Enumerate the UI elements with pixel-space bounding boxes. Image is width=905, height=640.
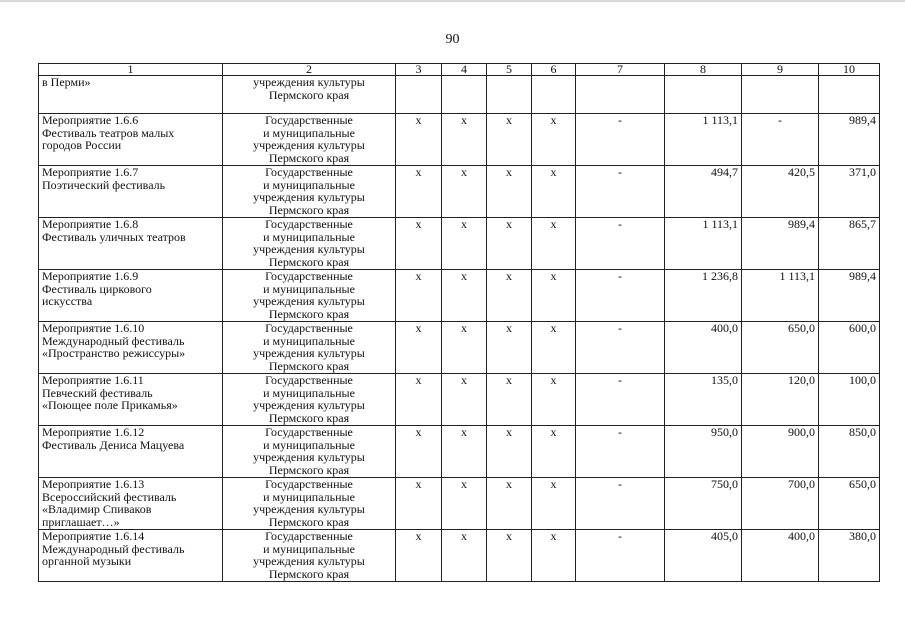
activity-line: Международный фестиваль <box>42 541 185 556</box>
activity-line: Мероприятие 1.6.9 <box>42 269 139 283</box>
mark-cell: x <box>396 166 442 218</box>
mark-cell: x <box>532 166 576 218</box>
executor-line: Государственные <box>265 269 353 283</box>
activity-line: Фестиваль уличных театров <box>42 229 186 244</box>
column-header: 9 <box>742 64 819 76</box>
activity-line: Мероприятие 1.6.13 <box>42 477 145 491</box>
mark-cell: x <box>442 114 487 166</box>
dash-cell: - <box>576 322 665 374</box>
mark-cell: x <box>396 530 442 582</box>
activity-line: Фестиваль театров малых <box>42 125 175 140</box>
empty-cell <box>665 76 742 114</box>
activity-line: Поэтический фестиваль <box>42 177 166 192</box>
activity-line: Мероприятие 1.6.10 <box>42 321 145 335</box>
executor-line: Пермского края <box>268 202 350 217</box>
mark-cell: x <box>442 426 487 478</box>
executor-line: Пермского края <box>268 87 350 102</box>
mark-cell: x <box>487 374 532 426</box>
executor-line: и муниципальные <box>263 489 355 504</box>
mark-cell: x <box>532 374 576 426</box>
activity-line: Певческий фестиваль <box>42 385 153 400</box>
dash-cell: - <box>576 114 665 166</box>
amount-cell: 750,0 <box>665 478 742 530</box>
executor-line: и муниципальные <box>263 437 355 452</box>
mark-cell: x <box>487 322 532 374</box>
executor-line: Государственные <box>265 165 353 179</box>
executor-line: и муниципальные <box>263 385 355 400</box>
table-row <box>39 166 880 218</box>
dash-cell: - <box>576 218 665 270</box>
executor-line: учреждения культуры <box>253 190 365 204</box>
activity-cell <box>39 114 223 166</box>
mark-cell: x <box>396 374 442 426</box>
table-row <box>39 374 880 426</box>
activity-cell <box>39 166 223 218</box>
activity-line: городов России <box>42 138 122 152</box>
page-number: 90 <box>445 32 460 47</box>
activity-line: Международный фестиваль <box>42 333 185 348</box>
amount-cell: 420,5 <box>742 166 819 218</box>
table-row <box>39 322 880 374</box>
activity-cell <box>39 270 223 322</box>
executor-cell <box>223 478 396 530</box>
column-header: 3 <box>396 64 442 76</box>
mark-cell: x <box>487 426 532 478</box>
activity-cell <box>39 322 223 374</box>
executor-line: Государственные <box>265 321 353 335</box>
mark-cell: x <box>442 374 487 426</box>
mark-cell: x <box>487 478 532 530</box>
mark-cell: x <box>442 218 487 270</box>
amount-cell: 700,0 <box>742 478 819 530</box>
amount-cell: 865,7 <box>819 218 880 270</box>
executor-cell <box>223 530 396 582</box>
mark-cell: x <box>487 166 532 218</box>
executor-line: Пермского края <box>268 306 350 321</box>
amount-cell: 900,0 <box>742 426 819 478</box>
empty-cell <box>819 76 880 114</box>
activity-line: Мероприятие 1.6.6 <box>42 113 139 127</box>
empty-cell <box>532 76 576 114</box>
continuation-row <box>39 76 880 114</box>
table-row <box>39 114 880 166</box>
mark-cell: x <box>442 322 487 374</box>
amount-cell: 989,4 <box>819 270 880 322</box>
column-header: 8 <box>665 64 742 76</box>
table-row <box>39 530 880 582</box>
table-row <box>39 478 880 530</box>
amount-cell: 950,0 <box>665 426 742 478</box>
activity-line: «Поющее поле Прикамья» <box>42 398 178 412</box>
empty-cell <box>396 76 442 114</box>
executor-line: и муниципальные <box>263 177 355 192</box>
amount-cell: 405,0 <box>665 530 742 582</box>
mark-cell: x <box>532 478 576 530</box>
dash-cell: - <box>576 374 665 426</box>
top-edge-line <box>0 0 905 2</box>
amount-cell: 989,4 <box>742 218 819 270</box>
dash-cell: - <box>576 270 665 322</box>
amount-cell: 120,0 <box>742 374 819 426</box>
activity-line: Фестиваль Дениса Мацуева <box>42 437 185 452</box>
activity-line: «Владимир Спиваков <box>42 502 152 516</box>
executor-line: Государственные <box>265 425 353 439</box>
activity-cell <box>39 426 223 478</box>
amount-cell: 380,0 <box>819 530 880 582</box>
mark-cell: x <box>532 218 576 270</box>
mark-cell: x <box>442 270 487 322</box>
amount-cell: 400,0 <box>742 530 819 582</box>
executor-line: учреждения культуры <box>253 502 365 516</box>
column-header: 4 <box>442 64 487 76</box>
executor-line: учреждения культуры <box>253 398 365 412</box>
executor-line: Государственные <box>265 477 353 491</box>
executor-line: учреждения культуры <box>253 294 365 308</box>
mark-cell: x <box>532 114 576 166</box>
dash-cell: - <box>576 478 665 530</box>
executor-line: учреждения культуры <box>253 242 365 256</box>
column-number-row <box>39 64 880 76</box>
mark-cell: x <box>396 426 442 478</box>
executor-cell <box>223 374 396 426</box>
column-header: 1 <box>39 64 223 76</box>
activity-line: Мероприятие 1.6.8 <box>42 217 139 231</box>
executor-line: и муниципальные <box>263 541 355 556</box>
activity-line: Фестиваль циркового <box>42 281 152 296</box>
activity-line: Мероприятие 1.6.12 <box>42 425 145 439</box>
column-header: 5 <box>487 64 532 76</box>
amount-cell: 100,0 <box>819 374 880 426</box>
mark-cell: x <box>442 530 487 582</box>
executor-line: Пермского края <box>268 566 350 581</box>
dash-cell: - <box>576 530 665 582</box>
executor-line: и муниципальные <box>263 229 355 244</box>
executor-line: Пермского края <box>268 358 350 373</box>
executor-line: учреждения культуры <box>253 75 365 89</box>
mark-cell: x <box>396 478 442 530</box>
activity-cell <box>39 218 223 270</box>
activity-line: приглашает…» <box>42 514 120 529</box>
amount-cell: 650,0 <box>819 478 880 530</box>
executor-line: Государственные <box>265 217 353 231</box>
amount-cell: 1 113,1 <box>665 114 742 166</box>
activity-line: Мероприятие 1.6.11 <box>42 373 144 387</box>
column-header: 6 <box>532 64 576 76</box>
mark-cell: x <box>487 530 532 582</box>
empty-cell <box>576 76 665 114</box>
executor-line: Государственные <box>265 373 353 387</box>
executor-cell <box>223 322 396 374</box>
mark-cell: x <box>532 530 576 582</box>
column-header: 10 <box>819 64 880 76</box>
empty-cell <box>742 76 819 114</box>
activity-line: Мероприятие 1.6.14 <box>42 529 145 543</box>
mark-cell: x <box>396 114 442 166</box>
activity-cell <box>39 76 223 114</box>
executor-line: Государственные <box>265 113 353 127</box>
executor-cell <box>223 270 396 322</box>
activity-line: Всероссийский фестиваль <box>42 489 177 504</box>
column-header: 2 <box>223 64 396 76</box>
executor-cell <box>223 426 396 478</box>
amount-cell: 989,4 <box>819 114 880 166</box>
executor-line: Государственные <box>265 529 353 543</box>
activity-cell <box>39 374 223 426</box>
mark-cell: x <box>487 114 532 166</box>
executor-line: учреждения культуры <box>253 554 365 568</box>
activity-line: «Пространство режиссуры» <box>42 346 186 360</box>
executor-cell <box>223 76 396 114</box>
executor-cell <box>223 218 396 270</box>
executor-cell <box>223 114 396 166</box>
activity-cell <box>39 478 223 530</box>
activity-line: искусства <box>42 294 93 308</box>
amount-cell: 1 236,8 <box>665 270 742 322</box>
table-row <box>39 270 880 322</box>
mark-cell: x <box>396 270 442 322</box>
dash-cell: - <box>576 426 665 478</box>
executor-line: и муниципальные <box>263 125 355 140</box>
activity-line: Мероприятие 1.6.7 <box>42 165 139 179</box>
activity-line: в Перми» <box>42 75 91 89</box>
activity-line: органной музыки <box>42 554 132 568</box>
amount-cell: 400,0 <box>665 322 742 374</box>
empty-cell <box>487 76 532 114</box>
amount-cell: 1 113,1 <box>665 218 742 270</box>
amount-cell: 371,0 <box>819 166 880 218</box>
mark-cell: x <box>396 322 442 374</box>
amount-cell: - <box>742 114 819 166</box>
amount-cell: 135,0 <box>665 374 742 426</box>
mark-cell: x <box>442 478 487 530</box>
amount-cell: 600,0 <box>819 322 880 374</box>
amount-cell: 494,7 <box>665 166 742 218</box>
amount-cell: 650,0 <box>742 322 819 374</box>
mark-cell: x <box>487 218 532 270</box>
mark-cell: x <box>396 218 442 270</box>
executor-line: и муниципальные <box>263 281 355 296</box>
budget-table <box>38 63 880 582</box>
table-row <box>39 218 880 270</box>
mark-cell: x <box>532 426 576 478</box>
amount-cell: 850,0 <box>819 426 880 478</box>
dash-cell: - <box>576 166 665 218</box>
mark-cell: x <box>442 166 487 218</box>
table-row <box>39 426 880 478</box>
executor-line: Пермского края <box>268 514 350 529</box>
mark-cell: x <box>532 270 576 322</box>
column-header: 7 <box>576 64 665 76</box>
mark-cell: x <box>487 270 532 322</box>
activity-cell <box>39 530 223 582</box>
amount-cell: 1 113,1 <box>742 270 819 322</box>
empty-cell <box>442 76 487 114</box>
executor-line: Пермского края <box>268 254 350 269</box>
executor-line: учреждения культуры <box>253 346 365 360</box>
executor-line: Пермского края <box>268 462 350 477</box>
mark-cell: x <box>532 322 576 374</box>
executor-line: Пермского края <box>268 150 350 165</box>
executor-cell <box>223 166 396 218</box>
executor-line: и муниципальные <box>263 333 355 348</box>
executor-line: учреждения культуры <box>253 450 365 464</box>
executor-line: Пермского края <box>268 410 350 425</box>
executor-line: учреждения культуры <box>253 138 365 152</box>
